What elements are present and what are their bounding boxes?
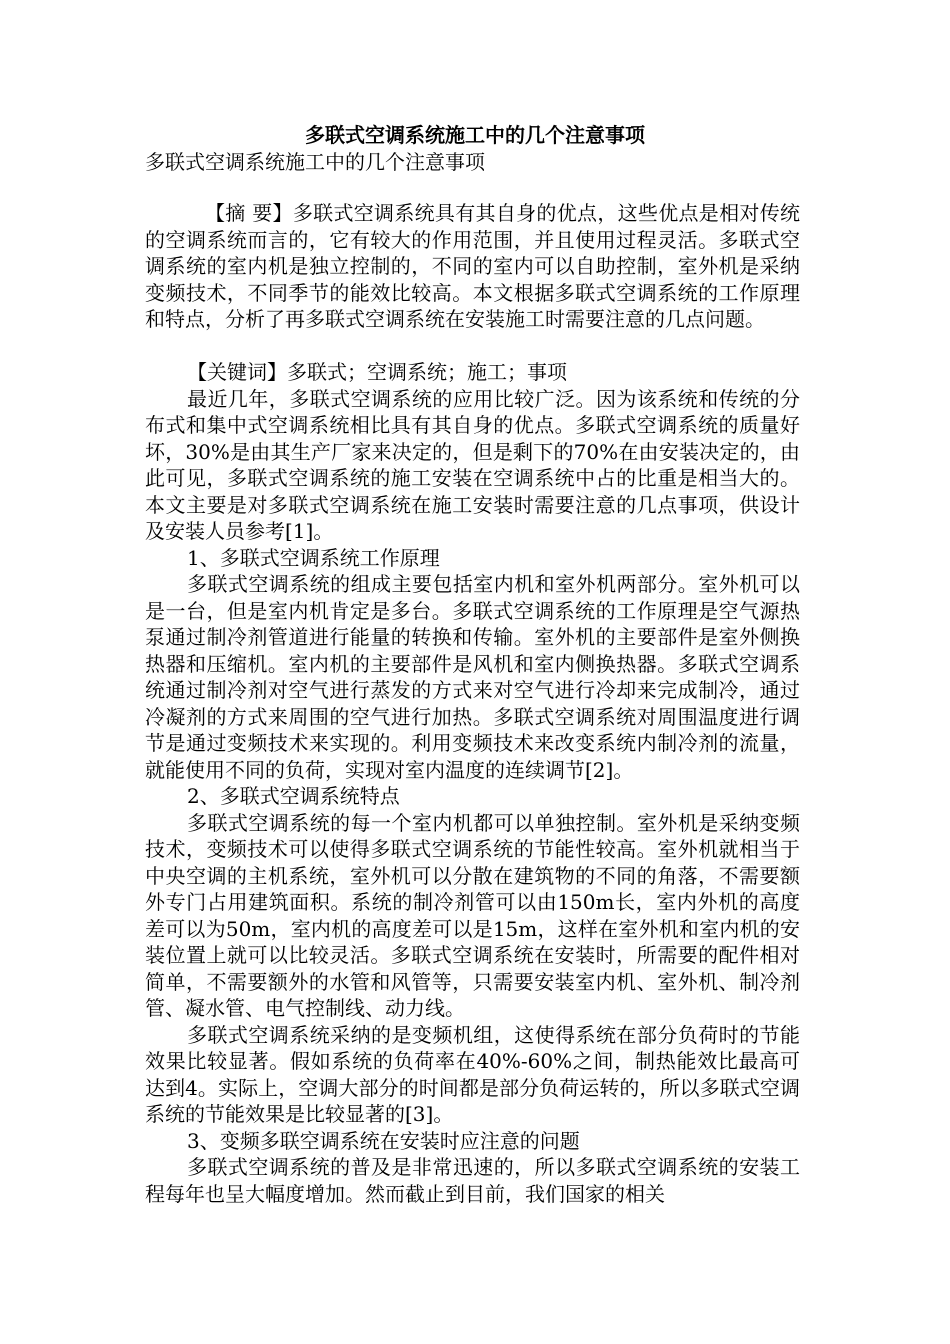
intro-paragraph: 最近几年，多联式空调系统的应用比较广泛。因为该系统和传统的分布式和集中式空调系统相比具有其自身的优点。多联式空调系统的质量好坏，30%是由其生产厂家来决定的，但是剩下的70%在由安装决定的，由此可见，多联式空调系统的施工安装在空调系统中占的比重是相当大的。本文主要是对多联式空调系统在施工安装时需要注意的几点事项，供设计及安装人员参考[1]。	[145, 386, 800, 543]
section-2-paragraph-2: 多联式空调系统采纳的是变频机组，这使得系统在部分负荷时的节能效果比较显著。假如系统的负荷率在40%-60%之间，制热能效比最高可达到4。实际上，空调大部分的时间都是部分负荷运转的，所以多联式空调系统的节能效果是比较显著的[3]。	[145, 1022, 800, 1126]
section-heading-2: 2、多联式空调系统特点	[187, 784, 400, 808]
section-heading-3: 3、变频多联空调系统在安装时应注意的问题	[187, 1128, 580, 1153]
document-subtitle: 多联式空调系统施工中的几个注意事项	[145, 150, 485, 174]
section-3-paragraph: 多联式空调系统的普及是非常迅速的，所以多联式空调系统的安装工程每年也呈大幅度增加。然而截止到目前，我们国家的相关	[145, 1155, 800, 1206]
document-title: 多联式空调系统施工中的几个注意事项	[305, 123, 645, 147]
abstract-paragraph: 【摘 要】多联式空调系统具有其自身的优点，这些优点是相对传统的空调系统而言的，它有较大的作用范围，并且使用过程灵活。多联式空调系统的室内机是独立控制的，不同的室内可以自助控制，室外机是采纳变频技术，不同季节的能效比较高。本文根据多联式空调系统的工作原理和特点，分析了再多联式空调系统在安装施工时需要注意的几点问题。	[145, 201, 800, 331]
section-1-paragraph: 多联式空调系统的组成主要包括室内机和室外机两部分。室外机可以是一台，但是室内机肯定是多台。多联式空调系统的工作原理是空气源热泵通过制冷剂管道进行能量的转换和传输。室外机的主要部件是室外侧换热器和压缩机。室内机的主要部件是风机和室内侧换热器。多联式空调系统通过制冷剂对空气进行蒸发的方式来对空气进行冷却来完成制冷，通过冷凝剂的方式来周围的空气进行加热。多联式空调系统对周围温度进行调节是通过变频技术来实现的。利用变频技术来改变系统内制冷剂的流量，就能使用不同的负荷，实现对室内温度的连续调节[2]。	[145, 572, 800, 782]
section-2-paragraph-1: 多联式空调系统的每一个室内机都可以单独控制。室外机是采纳变频技术，变频技术可以使得多联式空调系统的节能性较高。室外机就相当于中央空调的主机系统，室外机可以分散在建筑物的不同的角落，不需要额外专门占用建筑面积。系统的制冷剂管可以由150m长，室内外机的高度差可以为50m，室内机的高度差可以是15m，这样在室外机和室内机的安装位置上就可以比较灵活。多联式空调系统在安装时，所需要的配件相对简单，不需要额外的水管和风管等，只需要安装室内机、室外机、制冷剂管、凝水管、电气控制线、动力线。	[145, 810, 800, 1020]
document-body	[145, 200, 800, 1207]
section-heading-1: 1、多联式空调系统工作原理	[187, 545, 440, 570]
keywords-line: 【关键词】多联式；空调系统；施工；事项	[187, 360, 567, 384]
